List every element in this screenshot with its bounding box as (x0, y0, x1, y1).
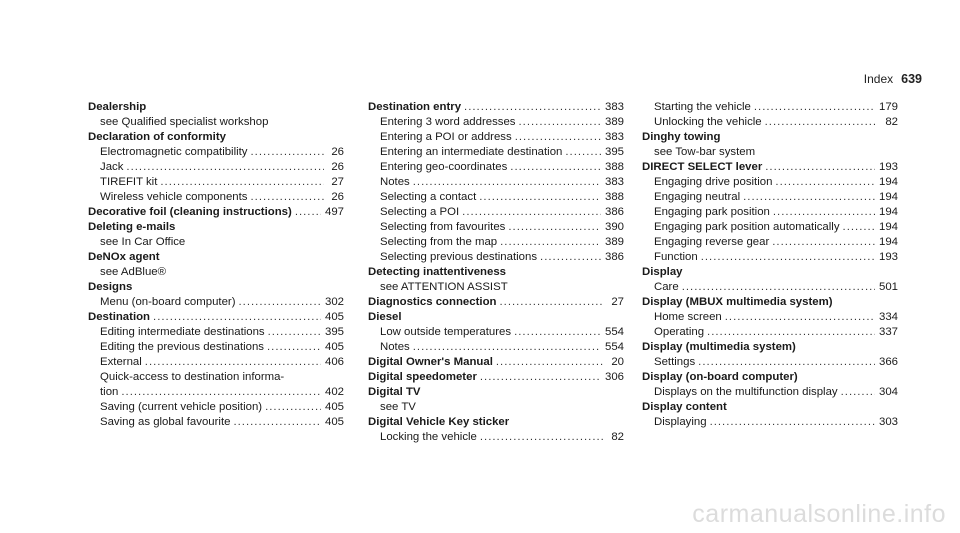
dot-leader (413, 175, 601, 190)
entry-term: Selecting a contact (380, 191, 477, 203)
index-subentry (88, 115, 344, 130)
entry-page-ref: 27 (611, 296, 624, 308)
dot-leader (265, 400, 321, 415)
index-entry (368, 415, 624, 430)
entry-term: Detecting inattentiveness (368, 266, 506, 278)
dot-leader (295, 205, 321, 220)
dot-leader (515, 130, 601, 145)
entry-page-ref: 334 (878, 311, 898, 323)
index-subentry (368, 250, 624, 265)
entry-term: Selecting from the map (380, 236, 498, 248)
dot-leader (153, 310, 321, 325)
entry-page-ref: 405 (324, 401, 344, 413)
entry-term: Entering a POI or address (380, 131, 512, 143)
dot-leader (500, 235, 601, 250)
dot-leader (743, 190, 875, 205)
index-subentry (642, 205, 898, 220)
dot-leader (479, 190, 601, 205)
index-subentry (88, 145, 344, 160)
dot-leader (496, 355, 604, 370)
entry-term: Deleting e-mails (88, 221, 176, 233)
entry-term: Selecting a POI (380, 206, 460, 218)
entry-term: Digital Owner's Manual (368, 356, 493, 368)
entry-term: Diagnostics connection (368, 296, 497, 308)
index-subentry (368, 430, 624, 445)
entry-term: Displays on the multifunction display (654, 386, 838, 398)
entry-page-ref: 554 (604, 341, 624, 353)
entry-term: Unlocking the vehicle (654, 116, 762, 128)
entry-term: Dealership (88, 101, 147, 113)
entry-term: Engaging neutral (654, 191, 741, 203)
index-subentry (642, 115, 898, 130)
index-subentry (642, 220, 898, 235)
index-subentry (642, 250, 898, 265)
entry-term: Settings (654, 356, 696, 368)
index-subentry (642, 415, 898, 430)
entry-term: Engaging drive position (654, 176, 773, 188)
entry-page-ref: 303 (878, 416, 898, 428)
index-subentry (88, 190, 344, 205)
index-subentry (368, 340, 624, 355)
entry-term: Engaging reverse gear (654, 236, 770, 248)
entry-page-ref: 395 (324, 326, 344, 338)
index-entry (368, 100, 624, 115)
entry-term: Destination (88, 311, 151, 323)
entry-term: Saving as global favourite (100, 416, 231, 428)
entry-page-ref: 193 (878, 251, 898, 263)
entry-page-ref: 26 (331, 161, 344, 173)
index-entry (368, 355, 624, 370)
entry-term: Home screen (654, 311, 722, 323)
dot-leader (251, 145, 324, 160)
entry-page-ref: 306 (604, 371, 624, 383)
entry-page-ref: 304 (878, 386, 898, 398)
dot-leader (565, 145, 601, 160)
dot-leader (514, 325, 601, 340)
dot-leader (462, 205, 601, 220)
dot-leader (233, 415, 321, 430)
entry-term: Destination entry (368, 101, 462, 113)
entry-term: Electromagnetic compatibility (100, 146, 248, 158)
entry-term: Engaging park position (654, 206, 770, 218)
dot-leader (519, 115, 601, 130)
index-entry (368, 385, 624, 400)
dot-leader (480, 430, 604, 445)
entry-page-ref: 497 (324, 206, 344, 218)
index-entry (368, 295, 624, 310)
index-entry (642, 295, 898, 310)
index-subentry (88, 295, 344, 310)
entry-page-ref: 554 (604, 326, 624, 338)
entry-page-ref: 27 (331, 176, 344, 188)
entry-term: Function (654, 251, 698, 263)
index-subentry (88, 235, 344, 250)
index-subentry (368, 130, 624, 145)
entry-page-ref: 179 (878, 101, 898, 113)
entry-term: Wireless vehicle components (100, 191, 248, 203)
entry-term: Operating (654, 326, 705, 338)
index-subentry (368, 175, 624, 190)
entry-term: Selecting from favourites (380, 221, 506, 233)
entry-term: Jack (100, 161, 124, 173)
index-entry (642, 370, 898, 385)
entry-term: DeNOx agent (88, 251, 160, 263)
index-subentry (642, 385, 898, 400)
dot-leader (765, 115, 878, 130)
dot-leader (701, 250, 875, 265)
entry-term: Care (654, 281, 679, 293)
dot-leader (841, 385, 875, 400)
index-subentry (642, 280, 898, 295)
dot-leader (508, 220, 601, 235)
entry-term: Editing intermediate destinations (100, 326, 265, 338)
index-subentry (88, 160, 344, 175)
entry-page-ref: 405 (324, 341, 344, 353)
index-subentry (368, 280, 624, 295)
dot-leader (765, 160, 875, 175)
entry-page-ref: 302 (324, 296, 344, 308)
entry-term: see Tow-bar system (654, 146, 756, 158)
index-entry (368, 370, 624, 385)
index-subentry (88, 175, 344, 190)
dot-leader (725, 310, 875, 325)
entry-page-ref: 82 (885, 116, 898, 128)
entry-term: Digital speedometer (368, 371, 477, 383)
entry-term: Saving (current vehicle position) (100, 401, 263, 413)
index-entry (88, 280, 344, 295)
entry-term: Engaging park position automatically (654, 221, 840, 233)
index-subentry (368, 115, 624, 130)
index-entry (88, 220, 344, 235)
entry-term: Declaration of conformity (88, 131, 226, 143)
entry-term: Selecting previous destinations (380, 251, 538, 263)
index-subentry (88, 400, 344, 415)
entry-term: see ATTENTION ASSIST (380, 281, 508, 293)
index-entry (642, 400, 898, 415)
entry-term: Digital Vehicle Key sticker (368, 416, 510, 428)
entry-term: Locking the vehicle (380, 431, 477, 443)
dot-leader (499, 295, 604, 310)
entry-term: Display (642, 266, 683, 278)
entry-term: Display (multimedia system) (642, 341, 796, 353)
entry-term: Entering an intermediate destination (380, 146, 563, 158)
index-entry (642, 130, 898, 145)
dot-leader (775, 175, 875, 190)
dot-leader (682, 280, 875, 295)
entry-term: Display (MBUX multimedia system) (642, 296, 833, 308)
index-subentry (642, 145, 898, 160)
index-subentry (88, 385, 344, 400)
entry-page-ref: 386 (604, 251, 624, 263)
entry-term: Display content (642, 401, 727, 413)
index-entry (88, 310, 344, 325)
entry-page-ref: 337 (878, 326, 898, 338)
entry-page-ref: 26 (331, 191, 344, 203)
entry-page-ref: 366 (878, 356, 898, 368)
index-subentry (368, 400, 624, 415)
entry-page-ref: 194 (878, 206, 898, 218)
index-subentry (642, 100, 898, 115)
entry-term: Display (on-board computer) (642, 371, 798, 383)
dot-leader (754, 100, 875, 115)
index-column-2 (368, 100, 624, 445)
entry-term: Starting the vehicle (654, 101, 751, 113)
dot-leader (160, 175, 324, 190)
dot-leader (698, 355, 875, 370)
entry-page-ref: 383 (604, 131, 624, 143)
index-subentry (642, 355, 898, 370)
entry-page-ref: 194 (878, 221, 898, 233)
dot-leader (413, 340, 601, 355)
dot-leader (268, 325, 321, 340)
entry-page-ref: 82 (611, 431, 624, 443)
entry-page-ref: 383 (604, 101, 624, 113)
dot-leader (126, 160, 324, 175)
index-entry (88, 205, 344, 220)
entry-page-ref: 405 (324, 416, 344, 428)
entry-term: Low outside temperatures (380, 326, 512, 338)
dot-leader (510, 160, 601, 175)
entry-term: TIREFIT kit (100, 176, 158, 188)
index-subentry (642, 235, 898, 250)
index-subentry (368, 220, 624, 235)
entry-term: External (100, 356, 142, 368)
entry-term: see TV (380, 401, 416, 413)
dot-leader (843, 220, 875, 235)
dot-leader (773, 205, 875, 220)
index-entry (642, 160, 898, 175)
entry-page-ref: 193 (878, 161, 898, 173)
entry-term: DIRECT SELECT lever (642, 161, 763, 173)
dot-leader (464, 100, 601, 115)
entry-term: Digital TV (368, 386, 421, 398)
entry-term: Dinghy towing (642, 131, 721, 143)
entry-term: see AdBlue® (100, 266, 167, 278)
page-header (864, 72, 922, 86)
dot-leader (251, 190, 324, 205)
entry-page-ref: 26 (331, 146, 344, 158)
entry-term: Diesel (368, 311, 402, 323)
entry-page-ref: 194 (878, 176, 898, 188)
index-subentry (368, 145, 624, 160)
dot-leader (121, 385, 321, 400)
index-entry (368, 265, 624, 280)
entry-term: Decorative foil (cleaning instructions) (88, 206, 292, 218)
index-entry (642, 265, 898, 280)
index-entry (88, 130, 344, 145)
entry-page-ref: 20 (611, 356, 624, 368)
index-entry (642, 340, 898, 355)
page-number: 639 (901, 72, 922, 86)
entry-page-ref: 395 (604, 146, 624, 158)
index-subentry (642, 190, 898, 205)
dot-leader (239, 295, 321, 310)
entry-term: Displaying (654, 416, 707, 428)
index-subentry (88, 340, 344, 355)
dot-leader (710, 415, 875, 430)
entry-page-ref: 405 (324, 311, 344, 323)
index-subentry (368, 190, 624, 205)
entry-term: see In Car Office (100, 236, 186, 248)
entry-page-ref: 402 (324, 386, 344, 398)
entry-page-ref: 383 (604, 176, 624, 188)
dot-leader (145, 355, 321, 370)
entry-term: Entering 3 word addresses (380, 116, 516, 128)
entry-term: tion (100, 386, 119, 398)
entry-page-ref: 389 (604, 236, 624, 248)
entry-term: Menu (on-board computer) (100, 296, 236, 308)
section-label: Index (863, 72, 894, 86)
index-subentry (368, 235, 624, 250)
index-subentry (88, 415, 344, 430)
entry-term: Notes (380, 341, 410, 353)
entry-term: Entering geo-coordinates (380, 161, 508, 173)
index-subentry (642, 175, 898, 190)
entry-term: Quick-access to destination informa- (100, 371, 285, 383)
index-entry (88, 100, 344, 115)
dot-leader (267, 340, 321, 355)
entry-term: see Qualified specialist workshop (100, 116, 269, 128)
index-subentry (368, 160, 624, 175)
entry-page-ref: 386 (604, 206, 624, 218)
entry-page-ref: 389 (604, 116, 624, 128)
entry-page-ref: 388 (604, 191, 624, 203)
index-entry (88, 250, 344, 265)
index-subentry (88, 325, 344, 340)
entry-term: Designs (88, 281, 133, 293)
entry-page-ref: 194 (878, 236, 898, 248)
entry-term: Editing the previous destinations (100, 341, 265, 353)
index-subentry (642, 325, 898, 340)
entry-term: Notes (380, 176, 410, 188)
entry-page-ref: 194 (878, 191, 898, 203)
index-subentry (642, 310, 898, 325)
dot-leader (480, 370, 601, 385)
dot-leader (540, 250, 601, 265)
index-subentry (88, 355, 344, 370)
entry-page-ref: 501 (878, 281, 898, 293)
dot-leader (707, 325, 875, 340)
index-entry (368, 310, 624, 325)
entry-page-ref: 388 (604, 161, 624, 173)
watermark: carmanualsonline.info (692, 500, 946, 528)
dot-leader (772, 235, 875, 250)
entry-page-ref: 406 (324, 356, 344, 368)
index-subentry (368, 205, 624, 220)
index-column-1 (88, 100, 344, 430)
index-column-3 (642, 100, 898, 430)
entry-page-ref: 390 (604, 221, 624, 233)
index-subentry (368, 325, 624, 340)
index-subentry (88, 265, 344, 280)
index-subentry (88, 370, 344, 385)
